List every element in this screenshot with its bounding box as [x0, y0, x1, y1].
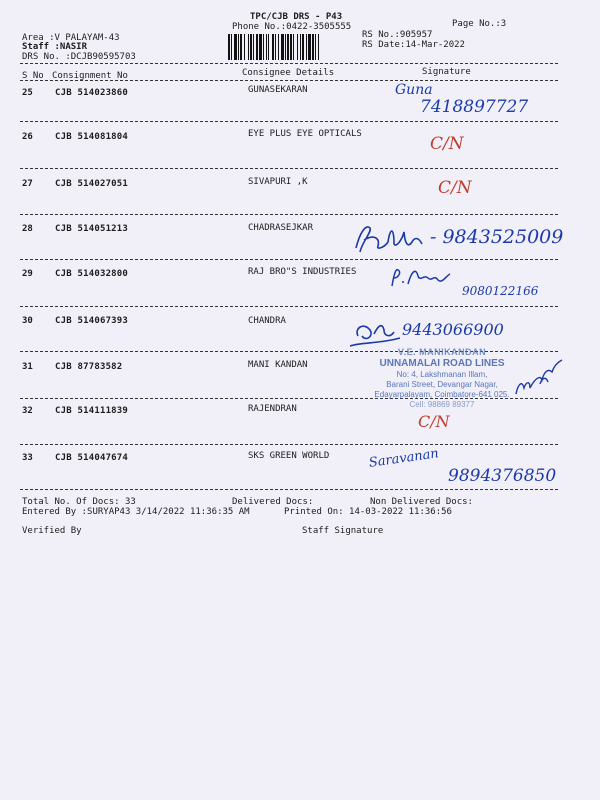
column-consignee: Consignee Details — [242, 68, 335, 78]
row-consignee: CHANDRA — [248, 316, 286, 326]
footer-divider — [20, 489, 558, 490]
column-consignment: Consignment No — [52, 71, 128, 81]
row-consignee: RAJ BRO"S INDUSTRIES — [248, 267, 357, 277]
row-consignment: CJB 514027051 — [55, 179, 129, 189]
row-consignment: CJB 514023860 — [55, 88, 129, 98]
rs-date: RS Date:14-Mar-2022 — [362, 40, 465, 50]
row-consignee: GUNASEKARAN — [248, 85, 308, 95]
row-consignment: CJB 514047674 — [55, 453, 129, 463]
delivered-docs: Delivered Docs: — [232, 497, 314, 507]
stamp-line3: No: 4, Lakshmanan Illam, — [396, 370, 488, 379]
handwriting-r27: C/N — [438, 178, 472, 198]
handwriting-r29-phone: 9080122166 — [462, 284, 539, 298]
handwriting-r25-name: Guna — [395, 82, 433, 98]
stamp-line4: Barani Street, Devangar Nagar, — [386, 380, 498, 389]
row-sno: 25 — [22, 88, 33, 98]
row-divider — [20, 168, 558, 169]
row-sno: 33 — [22, 453, 33, 463]
total-docs: Total No. Of Docs: 33 — [22, 497, 136, 507]
row-consignee: EYE PLUS EYE OPTICALS — [248, 129, 362, 139]
handwriting-r33-phone: 9894376850 — [448, 466, 557, 486]
stamp-line2: UNNAMALAI ROAD LINES — [379, 358, 505, 369]
phone-number: Phone No.:0422-3505555 — [232, 22, 352, 32]
column-divider — [20, 80, 558, 81]
row-divider — [20, 259, 558, 260]
document-title: TPC/CJB DRS - P43 — [250, 12, 343, 22]
row-consignment: CJB 514067393 — [55, 316, 129, 326]
row-divider — [20, 214, 558, 215]
row-sno: 32 — [22, 406, 33, 416]
signature-r31 — [512, 354, 566, 398]
area-label: Area :V PALAYAM-43 — [22, 33, 120, 43]
row-sno: 30 — [22, 316, 33, 326]
row-divider — [20, 444, 558, 445]
row-consignee: SKS GREEN WORLD — [248, 451, 330, 461]
table-row — [0, 129, 600, 172]
row-consignee: RAJENDRAN — [248, 404, 297, 414]
handwriting-r28: - 9843525009 — [430, 226, 564, 248]
row-sno: 29 — [22, 269, 33, 279]
header-divider — [20, 63, 558, 64]
handwriting-r33-name: Saravanan — [368, 446, 440, 471]
barcode-image — [228, 34, 352, 60]
row-sno: 27 — [22, 179, 33, 189]
row-sno: 28 — [22, 224, 33, 234]
stamp-line6: Cell: 98869 89377 — [409, 400, 475, 409]
row-consignee: SIVAPURI ,K — [248, 177, 308, 187]
page-number: Page No.:3 — [452, 19, 507, 29]
printed-on: Printed On: 14-03-2022 11:36:56 — [284, 507, 452, 517]
stamp-line1: V.E. MANIKANDAN — [397, 347, 487, 357]
row-consignee: MANI KANDAN — [248, 360, 308, 370]
table-row — [0, 179, 600, 219]
row-consignee: CHADRASEJKAR — [248, 223, 314, 233]
row-divider — [20, 306, 558, 307]
handwriting-r32: C/N — [418, 412, 450, 431]
staff-label: Staff :NASIR — [22, 42, 88, 52]
row-consignment: CJB 514032800 — [55, 269, 129, 279]
drs-number: DRS No. :DCJB90595703 — [22, 52, 136, 62]
row-consignment: CJB 514111839 — [55, 406, 129, 416]
entered-by: Entered By :SURYAP43 3/14/2022 11:36:35 AM — [22, 507, 250, 517]
signature-r28 — [350, 218, 440, 258]
row-consignment: CJB 514081804 — [55, 132, 129, 142]
staff-signature: Staff Signature — [302, 526, 384, 536]
row-consignment: CJB 514051213 — [55, 224, 129, 234]
column-signature: Signature — [422, 67, 471, 77]
row-sno: 26 — [22, 132, 33, 142]
signature-r29 — [388, 262, 458, 292]
handwriting-r30: 9443066900 — [402, 320, 504, 339]
stamp-line5: Edayarpalayam, Coimbatore-641 025. — [374, 390, 510, 399]
verified-by: Verified By — [22, 526, 82, 536]
non-delivered-docs: Non Delivered Docs: — [370, 497, 473, 507]
handwriting-r25-phone: 7418897727 — [420, 97, 529, 117]
row-sno: 31 — [22, 362, 33, 372]
column-sno: S No — [22, 71, 44, 81]
rs-number: RS No.:905957 — [362, 30, 433, 40]
row-divider — [20, 121, 558, 122]
handwriting-r26: C/N — [430, 134, 464, 154]
row-consignment: CJB 87783582 — [55, 362, 123, 372]
